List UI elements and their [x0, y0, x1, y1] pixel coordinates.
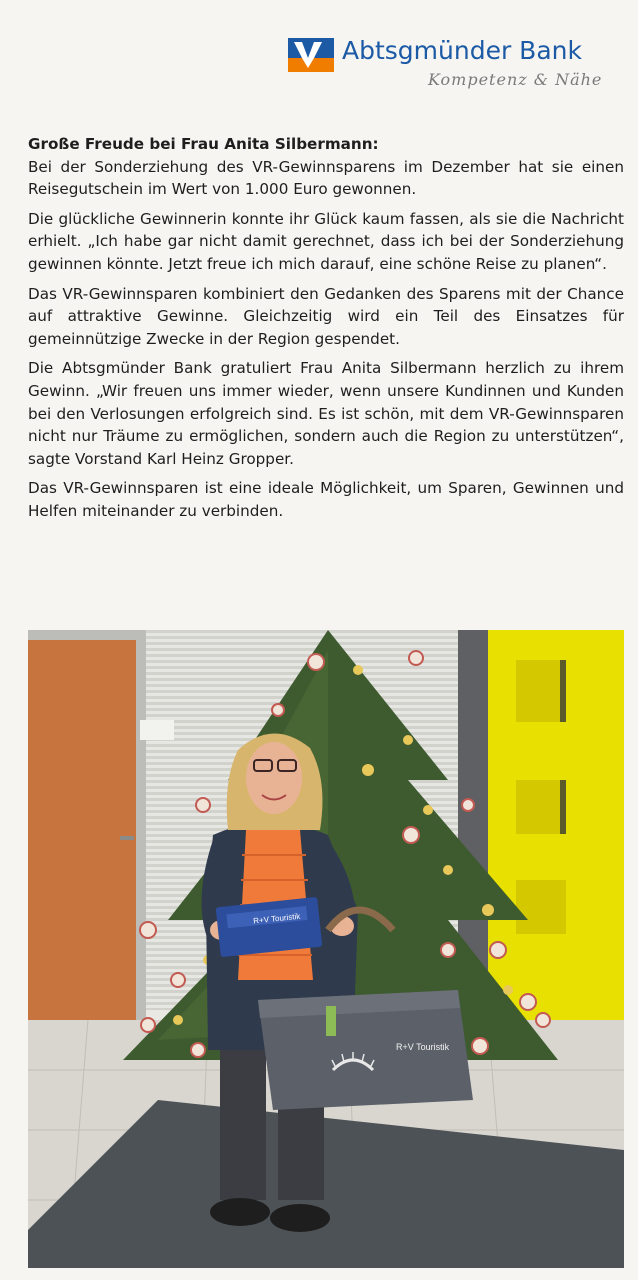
- wooden-door: [28, 640, 136, 1028]
- vr-bank-logo-icon: [288, 38, 334, 72]
- article-paragraph: Die Abtsgmünder Bank gratuliert Frau Anita Silbermann herzlich zu ihrem Gewinn. „Wir freuen uns immer wieder, wenn unsere Kundinnen und Kunden bei den Verlosungen erfolgreich sind. Es ist schön, mit dem VR-Gewinnsparen nicht nur Träume zu ermöglichen, sondern auch die Region zu unterstützen“, sagte Vorstand Karl Heinz Gropper.: [28, 359, 624, 468]
- article-headline: Große Freude bei Frau Anita Silbermann:: [28, 135, 379, 153]
- article-paragraph: Die glückliche Gewinnerin konnte ihr Glück kaum fassen, als sie die Nachricht erhielt. „Ich habe gar nicht damit gerechnet, dass ich bei der Sonderziehung gewinnen könnte. Jetzt freue ich mich darauf, eine schöne Reise zu planen“.: [28, 209, 624, 273]
- article-paragraph: Das VR-Gewinnsparen kombiniert den Gedanken des Sparens mit der Chance auf attraktive Gewinne. Gleichzeitig wird ein Teil des Einsatzes für gemeinnützige Zwecke in der Region gespendet.: [28, 284, 624, 348]
- winner-photo: [28, 630, 624, 1268]
- travel-voucher-envelope: [216, 897, 323, 957]
- bank-tagline: Kompetenz & Nähe: [428, 70, 603, 89]
- article-intro-text: Bei der Sonderziehung des VR-Gewinnsparens im Dezember hat sie einen Reisegutschein im Wert von 1.000 Euro gewonnen.: [28, 157, 624, 199]
- envelope-label: R+V Touristik: [252, 911, 301, 926]
- bag-label: R+V Touristik: [396, 1042, 450, 1052]
- winner-photo-illustration: [28, 630, 624, 1268]
- article-paragraph: Das VR-Gewinnsparen ist eine ideale Möglichkeit, um Sparen, Gewinnen und Helfen miteinander zu verbinden.: [28, 479, 624, 520]
- page-header: [0, 0, 638, 120]
- bank-name: Abtsgmünder Bank: [342, 36, 582, 65]
- article-body: [28, 133, 624, 530]
- article-intro: [28, 133, 624, 201]
